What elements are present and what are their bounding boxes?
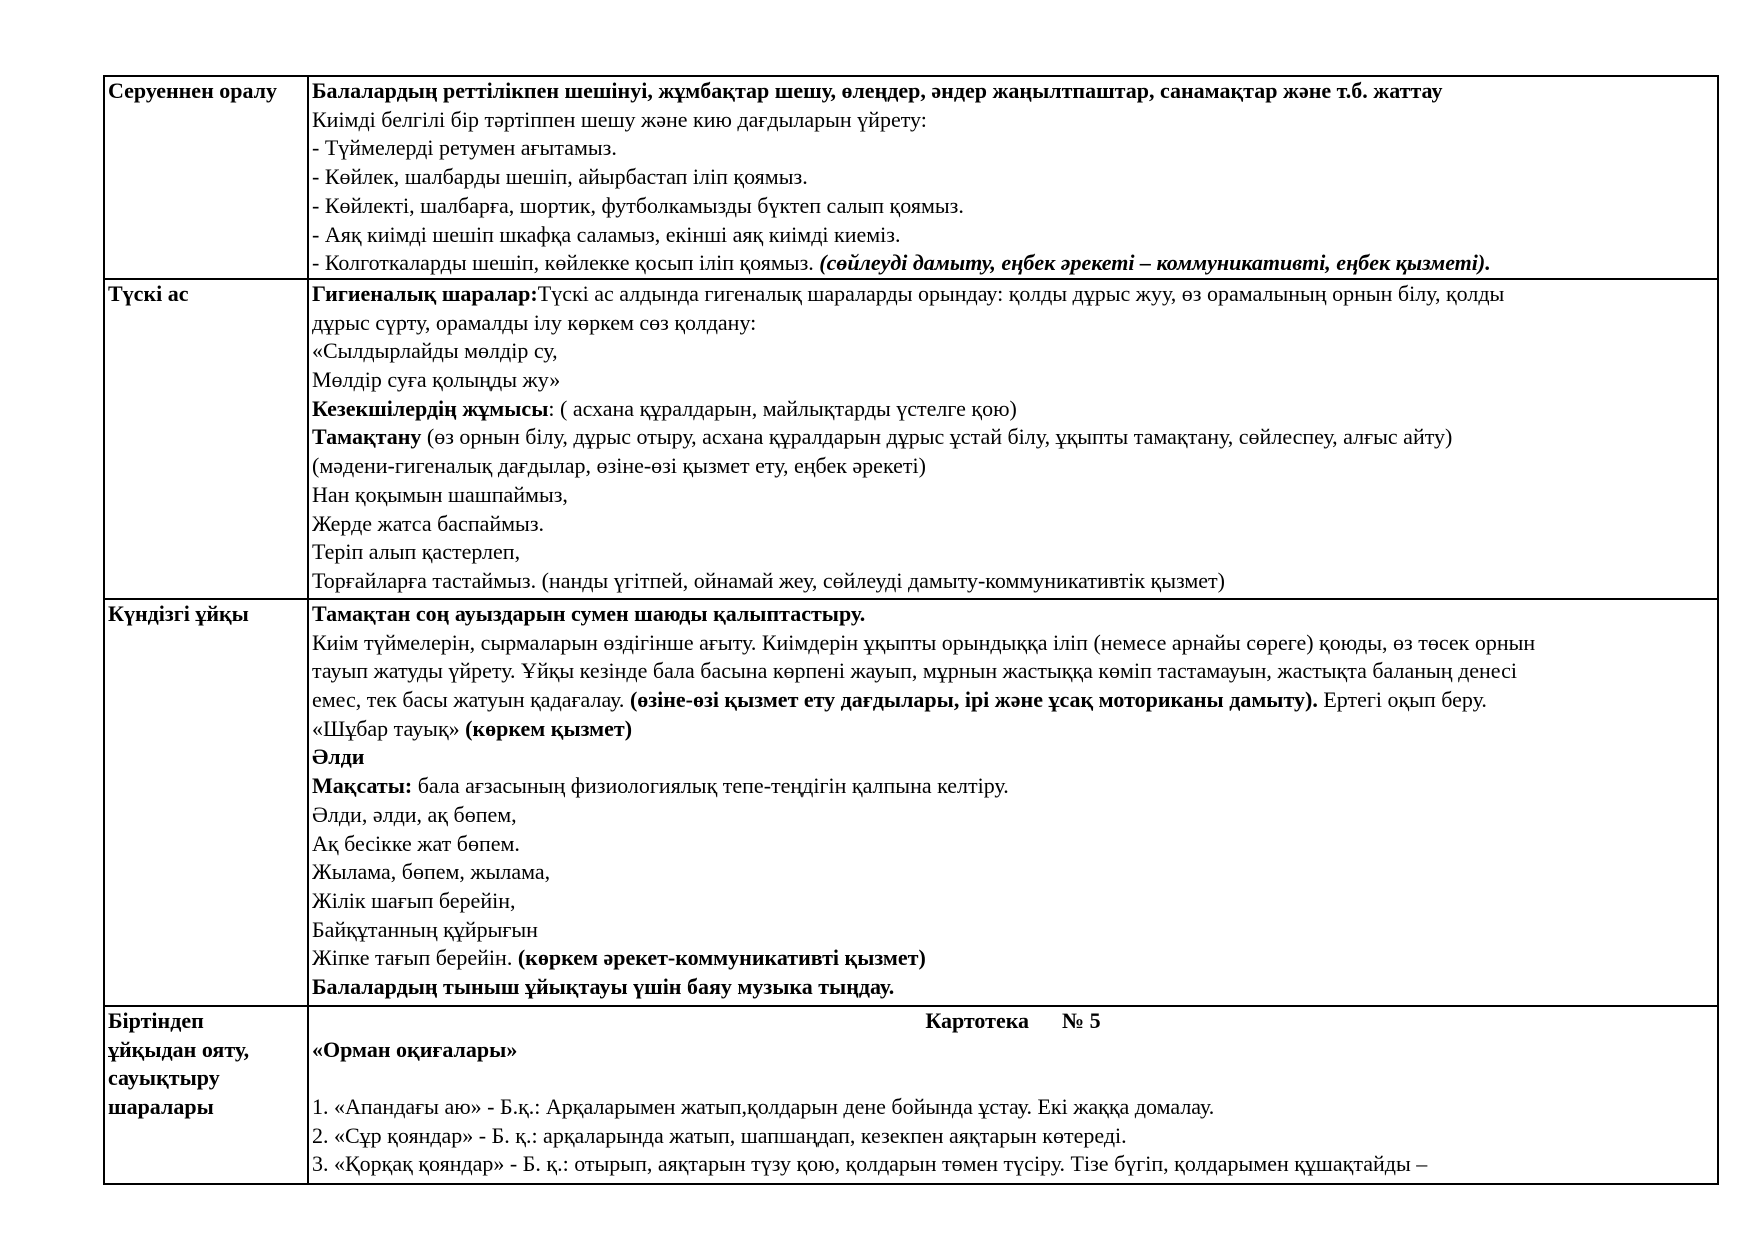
daily-plan-table (103, 75, 1719, 1185)
text-line: Торғайларға тастаймыз. (нанды үгітпей, ойнамай жеу, сөйлеуді дамыту-коммуникативтік қызмет) (312, 567, 1225, 593)
row-content (308, 599, 1718, 1006)
text-line: Ақ бесікке жат бөпем. (312, 830, 520, 856)
text-line: - Колготкаларды шешіп, көйлекке қосып іліп қоямыз. (сөйлеуді дамыту, еңбек әрекеті – коммуникативті, еңбек қызметі). (312, 250, 1491, 276)
text-line: Гигиеналық шаралар:Түскі ас алдында гигеналық шараларды орындау: қолды дұрыс жуу, өз орамалының орнын білу, қолды (312, 280, 1505, 306)
text-line: Әлди (312, 744, 365, 770)
blank-line (312, 1064, 1714, 1093)
row-label: Күндізгі ұйқы (104, 599, 308, 1006)
row-label: Біртіндеп ұйқыдан ояту, сауықтыру шаралары (104, 1006, 308, 1184)
table-row (104, 279, 1718, 599)
text-line: Жылама, бөпем, жылама, (312, 859, 551, 885)
text-line: Мөлдір суға қолыңды жу» (312, 367, 561, 393)
text-line: Киімді белгілі бір тәртіппен шешу және кию дағдыларын үйрету: (312, 106, 927, 132)
text-line: - Көйлек, шалбарды шешіп, айырбастап іліп қоямыз. (312, 164, 808, 190)
text-line: Нан қоқымын шашпаймыз, (312, 481, 568, 507)
text-line: «Сылдырлайды мөлдір су, (312, 338, 558, 364)
text-line: емес, тек басы жатуын қадағалау. (өзіне-өзі қызмет ету дағдылары, ірі және ұсақ моториканы дамыту). Ертегі оқып беру. (312, 687, 1487, 713)
text-line: Тамақтану (өз орнын білу, дұрыс отыру, асхана құралдарын дұрыс ұстай білу, ұқыпты тамақтану, сөйлеспеу, алғыс айту) (312, 424, 1453, 450)
text-line: 1. «Апандағы аю» - Б.қ.: Арқаларымен жатып,қолдарын дене бойында ұстау. Екі жаққа домалау. (312, 1094, 1215, 1120)
row-content (308, 76, 1718, 279)
text-line: Әлди, әлди, ақ бөпем, (312, 801, 517, 827)
text-line: - Түймелерді ретумен ағытамыз. (312, 135, 617, 161)
row-content (308, 279, 1718, 599)
text-line: дұрыс сүрту, орамалды ілу көркем сөз қолдану: (312, 309, 757, 335)
text-line: тауып жатуды үйрету. Ұйқы кезінде бала басына көрпені жауып, мұрнын жастыққа көміп тастамауын, жастықта баланың денесі (312, 658, 1517, 684)
text-line: Мақсаты: бала ағзасының физиологиялық тепе-теңдігін қалпына келтіру. (312, 773, 1009, 799)
text-line: Тамақтан соң ауыздарын сумен шаюды қалыптастыру. (312, 600, 866, 626)
text-line: 2. «Сұр қояндар» - Б. қ.: арқаларында жатып, шапшаңдап, кезекпен аяқтарын көтереді. (312, 1122, 1127, 1148)
row-label: Түскі ас (104, 279, 308, 599)
text-line: Кезекшілердің жұмысы: ( асхана құралдарын, майлықтарды үстелге қою) (312, 395, 1017, 421)
table-row (104, 1006, 1718, 1184)
text-line: Жіпке тағып берейін. (көркем әрекет-коммуникативті қызмет) (312, 945, 926, 971)
text-line: Теріп алып қастерлеп, (312, 539, 521, 565)
table-row (104, 76, 1718, 279)
text-line: Байқұтанның құйрығын (312, 916, 538, 942)
row-label: Серуеннен оралу (104, 76, 308, 279)
row-content (308, 1006, 1718, 1184)
text-line: «Шұбар тауық» (көркем қызмет) (312, 715, 633, 741)
text-line: Жерде жатса баспаймыз. (312, 510, 545, 536)
text-line: Балалардың тыныш ұйықтауы үшін баяу музыка тыңдау. (312, 974, 895, 1000)
text-line: Киім түймелерін, сырмаларын өздігінше ағыту. Киімдерін ұқыпты орындыққа іліп (немесе арнайы сөреге) қоюды, өз төсек орнын (312, 629, 1536, 655)
text-line: Балалардың реттілікпен шешінуі, жұмбақтар шешу, өлеңдер, әндер жаңылтпаштар, санамақтар және т.б. жаттау (312, 78, 1443, 103)
text-line: Жілік шағып берейін, (312, 887, 516, 913)
text-line: - Аяқ киімді шешіп шкафқа саламыз, екінші аяқ киімді киеміз. (312, 221, 901, 247)
card-title: Картотека № 5 (925, 1007, 1101, 1033)
text-line: - Көйлекті, шалбарға, шортик, футболкамызды бүктеп салып қоямыз. (312, 192, 964, 218)
text-line: «Орман оқиғалары» (312, 1036, 518, 1062)
table-row (104, 599, 1718, 1006)
text-line: 3. «Қорқақ қояндар» - Б. қ.: отырып, аяқтарын түзу қою, қолдарын төмен түсіру. Тізе бүгіп, қолдарымен құшақтайды – (312, 1151, 1428, 1177)
text-line: (мәдени-гигеналық дағдылар, өзіне-өзі қызмет ету, еңбек әрекеті) (312, 453, 926, 479)
